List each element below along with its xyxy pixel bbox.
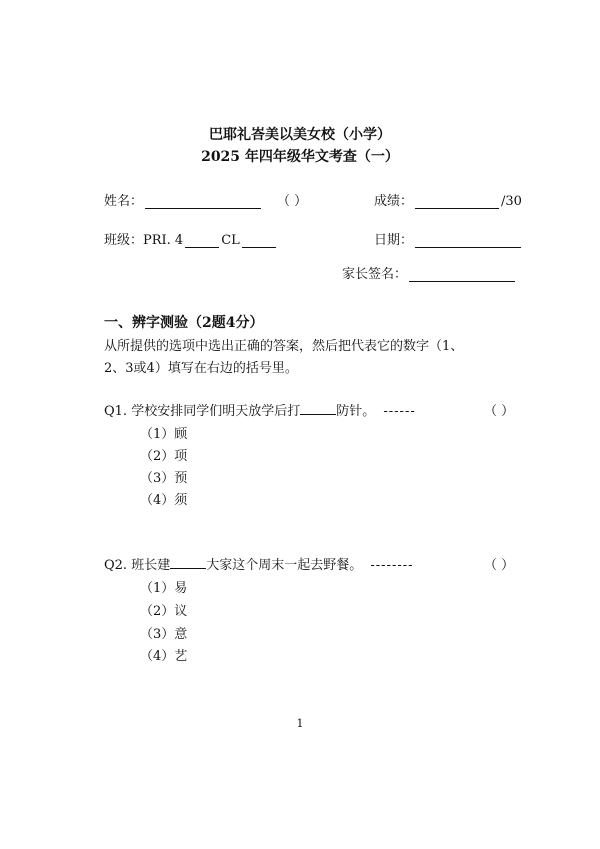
class-field	[104, 229, 278, 248]
question-2-text-after: 大家这个周末一起去野餐。	[206, 558, 363, 573]
question-2-text-before: 班长建	[131, 558, 171, 573]
question-2-option-3: （3）意	[140, 627, 188, 642]
question-1-dashes: ------	[383, 404, 416, 419]
date-field	[374, 229, 523, 248]
section-title: 一、辨字测验（2题4分）	[104, 315, 264, 331]
name-label: 姓名：	[104, 194, 144, 209]
question-2-answer-paren[interactable]: （ ）	[484, 558, 515, 573]
question-2	[104, 554, 414, 573]
question-1	[104, 400, 416, 419]
name-field	[104, 190, 307, 209]
school-title: 巴耶礼峇美以美女校（小学）	[209, 127, 391, 143]
class-label: 班级：PRI. 4	[104, 233, 184, 248]
question-1-blank	[300, 402, 336, 415]
score-label: 成绩：	[374, 194, 414, 209]
score-total: /30	[501, 194, 522, 209]
question-1-text-before: 学校安排同学们明天放学后打	[131, 404, 301, 419]
question-1-option-2: （2）项	[140, 449, 188, 464]
question-2-number: Q2.	[104, 558, 128, 573]
class-line[interactable]	[185, 235, 219, 248]
question-2-blank	[170, 556, 206, 569]
name-line[interactable]	[145, 196, 261, 209]
question-2-option-4: （4）艺	[140, 649, 188, 664]
question-1-number: Q1.	[104, 404, 128, 419]
question-1-option-1: （1）顾	[140, 427, 188, 442]
question-2-dashes: --------	[370, 558, 414, 573]
parent-sign-field	[342, 263, 517, 282]
instruction-line-1: 从所提供的选项中选出正确的答案，然后把代表它的数字（1、	[104, 339, 464, 354]
parent-sign-label: 家长签名：	[342, 267, 408, 282]
score-line[interactable]	[415, 196, 499, 209]
date-line[interactable]	[415, 235, 521, 248]
date-label: 日期：	[374, 233, 414, 248]
class-cl-line[interactable]	[242, 235, 276, 248]
question-1-answer-paren[interactable]: （ ）	[484, 404, 515, 419]
name-index-paren: （ ）	[277, 194, 308, 209]
class-cl-label: CL	[221, 233, 240, 248]
exam-title: 2025 年四年级华文考查（一）	[201, 149, 399, 165]
instruction-line-2: 2、3或4）填写在右边的括号里。	[104, 361, 298, 376]
parent-sign-line[interactable]	[409, 269, 515, 282]
score-field	[374, 190, 522, 209]
question-1-option-4: （4）须	[140, 493, 188, 508]
page-number: 1	[296, 717, 304, 730]
question-2-option-1: （1）易	[140, 581, 188, 596]
question-1-text-after: 防针。	[336, 404, 376, 419]
question-1-option-3: （3）预	[140, 471, 188, 486]
question-2-option-2: （2）议	[140, 604, 188, 619]
